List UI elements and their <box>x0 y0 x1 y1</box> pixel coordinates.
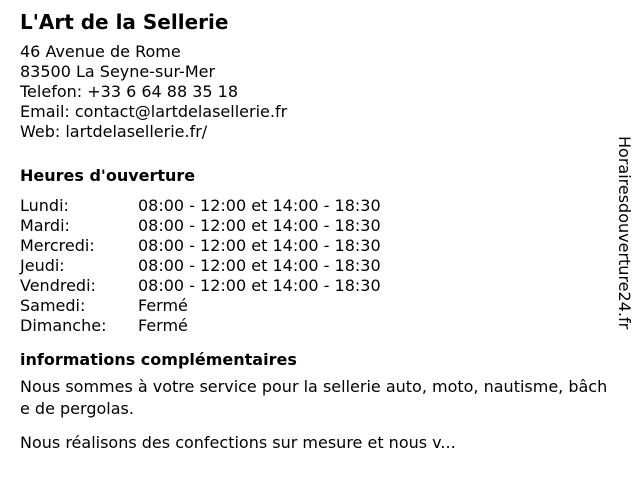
hours-row-lundi <box>20 196 608 216</box>
day-label: Lundi: <box>20 196 69 215</box>
hours-row-jeudi <box>20 256 608 276</box>
info-paragraph-truncated: Nous réalisons des confections sur mesure et nous v... <box>20 433 456 452</box>
hours-row-mercredi <box>20 236 608 256</box>
day-hours: 08:00 - 12:00 et 14:00 - 18:30 <box>138 216 381 235</box>
day-label: Dimanche: <box>20 316 107 335</box>
hours-row-vendredi <box>20 276 608 296</box>
hours-row-dimanche <box>20 316 608 336</box>
hours-row-mardi <box>20 216 608 236</box>
day-hours: 08:00 - 12:00 et 14:00 - 18:30 <box>138 196 381 215</box>
hours-row-samedi <box>20 296 608 316</box>
day-label: Mercredi: <box>20 236 95 255</box>
site-watermark: Horairesdouverture24.fr <box>615 136 634 330</box>
day-label: Mardi: <box>20 216 70 235</box>
day-label: Jeudi: <box>20 256 65 275</box>
day-hours: 08:00 - 12:00 et 14:00 - 18:30 <box>138 256 381 275</box>
address-block <box>20 42 608 142</box>
day-hours: Fermé <box>138 296 188 315</box>
day-hours: Fermé <box>138 316 188 335</box>
city-address: 83500 La Seyne-sur-Mer <box>20 62 216 81</box>
street-address: 46 Avenue de Rome <box>20 42 181 61</box>
day-hours: 08:00 - 12:00 et 14:00 - 18:30 <box>138 236 381 255</box>
info-paragraph: Nous sommes à votre service pour la sellerie auto, moto, nautisme, bâche de pergolas. <box>20 377 608 418</box>
business-card <box>20 8 608 466</box>
day-hours: 08:00 - 12:00 et 14:00 - 18:30 <box>138 276 381 295</box>
website: Web: lartdelasellerie.fr/ <box>20 122 208 141</box>
day-label: Samedi: <box>20 296 86 315</box>
phone-number: Telefon: +33 6 64 88 35 18 <box>20 82 239 101</box>
day-label: Vendredi: <box>20 276 96 295</box>
hours-table <box>20 196 608 336</box>
email-address: Email: contact@lartdelasellerie.fr <box>20 102 288 121</box>
business-name: L'Art de la Sellerie <box>20 10 229 34</box>
hours-heading: Heures d'ouverture <box>20 166 196 185</box>
info-heading: informations complémentaires <box>20 350 297 369</box>
